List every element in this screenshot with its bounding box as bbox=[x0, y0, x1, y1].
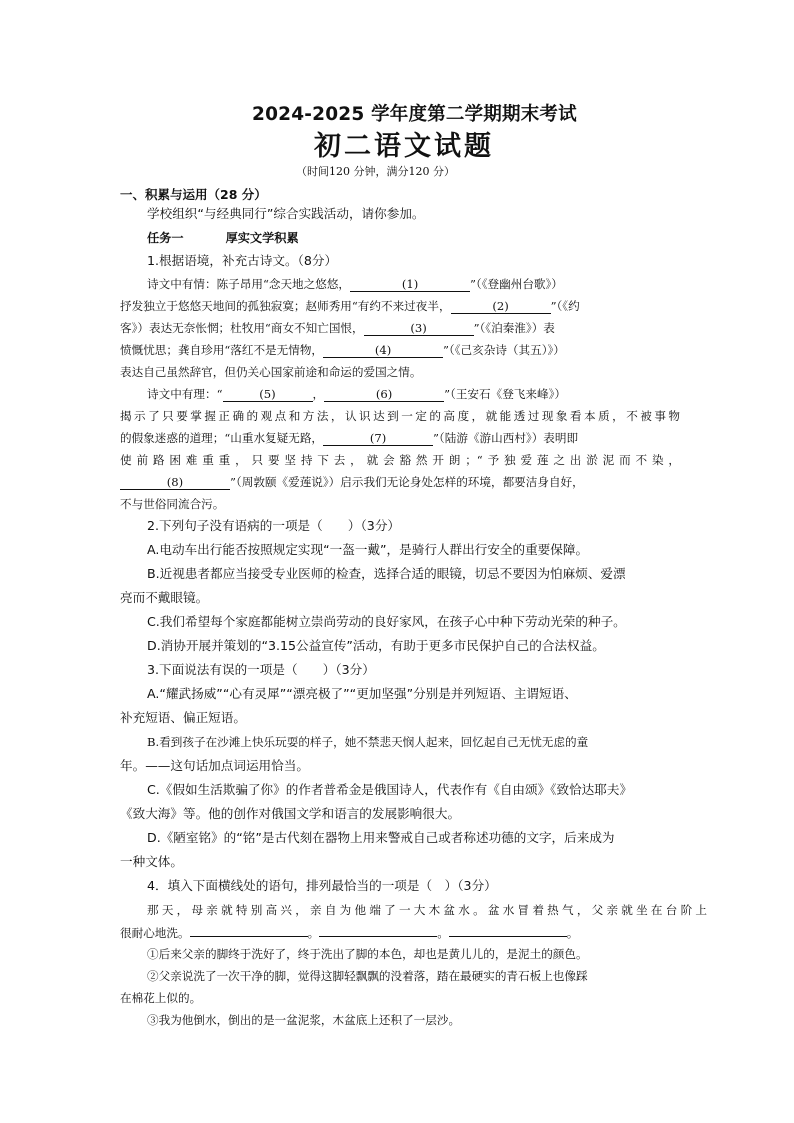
q2-option-b-cont: 亮而不戴眼镜。 bbox=[120, 590, 209, 605]
q2-stem: 2.下列句子没有语病的一项是（ ）（3分） bbox=[147, 518, 401, 533]
q4-sentence-2-cont: 在棉花上似的。 bbox=[120, 991, 202, 1005]
q3-option-a-cont: 补充短语、偏正短语。 bbox=[120, 710, 246, 725]
task-name: 厚实文学积累 bbox=[225, 231, 299, 245]
q3-option-d[interactable]: D.《陋室铭》的“铭”是古代刻在器物上用来警戒自己或者称述功德的文字，后来成为 bbox=[147, 830, 615, 845]
q4-passage-2 bbox=[120, 924, 680, 941]
q1-text: 诗文中有理：“ bbox=[147, 387, 223, 401]
exam-title-year: 2024-2025 学年度第二学期期末考试 bbox=[252, 104, 577, 125]
q1-blank-1[interactable]: (1) bbox=[350, 277, 470, 292]
q1-line-1 bbox=[120, 276, 707, 292]
q4-period: 。 bbox=[566, 926, 579, 940]
q1-blank-8[interactable]: (8) bbox=[120, 475, 230, 490]
q1-text: 客》）表达无奈怅惘；杜牧用“商女不知亡国恨， bbox=[120, 321, 364, 335]
q1-text: 的假象迷惑的道理；“山重水复疑无路， bbox=[120, 431, 324, 445]
q2-option-c[interactable]: C.我们希望每个家庭都能树立崇尚劳动的良好家风，在孩子心中种下劳动光荣的种子。 bbox=[147, 614, 626, 629]
q1-text: 愤慨忧思；龚自珍用“落红不是无情物， bbox=[120, 343, 324, 357]
q1-stem: 1.根据语境，补充古诗文。（8分） bbox=[147, 253, 338, 268]
q2-option-a[interactable]: A.电动车出行能否按照规定实现“一盔一戴”，是骑行人群出行安全的重要保障。 bbox=[147, 542, 589, 557]
q1-blank-5[interactable]: (5) bbox=[223, 387, 313, 402]
q1-line-5: 表达自己虽然辞官，但仍关心国家前途和命运的爱国之情。 bbox=[120, 365, 422, 379]
q3-option-b[interactable]: B.看到孩子在沙滩上快乐玩耍的样子，她不禁悲天悯人起来，回忆起自己无忧无虑的童 bbox=[147, 735, 589, 749]
q1-line-3 bbox=[120, 320, 680, 336]
q1-blank-4[interactable]: (4) bbox=[323, 343, 443, 358]
q1-line-6 bbox=[120, 386, 707, 402]
q1-text: ”（《己亥杂诗（其五）》） bbox=[443, 343, 565, 357]
q4-blank-3[interactable] bbox=[449, 924, 567, 937]
q4-sentence-3: ③我为他倒水，倒出的是一盆泥浆，木盆底上还积了一层沙。 bbox=[147, 1013, 461, 1027]
q1-text: ”（周敦颐《爱莲说》）启示我们无论身处怎样的环境，都要洁身自好， bbox=[230, 475, 584, 489]
q4-text: 很耐心地洗。 bbox=[120, 926, 190, 940]
task-heading bbox=[120, 230, 707, 246]
q3-option-a[interactable]: A.“耀武扬威”“心有灵犀”“漂亮极了”“更加坚强”分别是并列短语、主谓短语、 bbox=[147, 686, 577, 701]
q1-line-11: 不与世俗同流合污。 bbox=[120, 497, 225, 511]
q1-text: ， bbox=[312, 387, 325, 401]
q1-text: 诗文中有情：陈子昂用“念天地之悠悠， bbox=[147, 277, 351, 291]
q3-option-c-cont: 《致大海》等。他的创作对俄国文学和语言的发展影响很大。 bbox=[120, 806, 461, 821]
q1-text: ”（《约 bbox=[550, 299, 580, 313]
q1-line-2 bbox=[120, 298, 680, 314]
q4-sentence-1: ①后来父亲的脚终于洗好了，终于洗出了脚的本色，却也是黄儿儿的，是泥土的颜色。 bbox=[147, 947, 588, 961]
q1-blank-2[interactable]: (2) bbox=[451, 299, 551, 314]
q4-stem: 4．填入下面横线处的语句，排列最恰当的一项是（ ）（3分） bbox=[147, 878, 497, 893]
q1-text: ”（《登幽州台歌》） bbox=[470, 277, 563, 291]
q1-line-8 bbox=[120, 430, 680, 446]
q1-line-9: 使前路困难重重，只要坚持下去，就会豁然开朗；“予独爱莲之出淤泥而不染， bbox=[120, 453, 680, 467]
q1-blank-7[interactable]: (7) bbox=[323, 431, 433, 446]
q3-stem: 3.下面说法有误的一项是（ ）（3分） bbox=[147, 662, 375, 677]
q3-option-b-cont: 年。——这句话加点词运用恰当。 bbox=[120, 758, 309, 773]
q1-line-10 bbox=[120, 474, 680, 490]
section-heading: 一、积累与运用（28 分） bbox=[120, 187, 267, 202]
q2-option-d[interactable]: D.消协开展并策划的“3.15公益宣传”活动，有助于更多市民保护自己的合法权益。 bbox=[147, 638, 605, 653]
exam-time-score: （时间120 分钟，满分120 分） bbox=[296, 165, 455, 178]
q3-option-d-cont: 一种文体。 bbox=[120, 854, 183, 869]
task-number: 任务一 bbox=[147, 231, 184, 245]
q4-sentence-2: ②父亲说洗了一次干净的脚，觉得这脚轻飘飘的没着落，踏在最硬实的青石板上也像踩 bbox=[147, 969, 588, 983]
q1-line-4 bbox=[120, 342, 680, 358]
q1-blank-6[interactable]: (6) bbox=[324, 387, 444, 402]
q4-passage-1: 那天，母亲就特别高兴，亲自为他端了一大木盆水。盆水冒着热气，父亲就坐在台阶上 bbox=[147, 903, 707, 917]
q2-option-b[interactable]: B.近视患者都应当接受专业医师的检查，选择合适的眼镜，切忌不要因为怕麻烦、爱漂 bbox=[147, 566, 626, 581]
q1-text: ”（陆游《游山西村》）表明即 bbox=[433, 431, 579, 445]
exam-title-subject: 初二语文试题 bbox=[314, 131, 494, 162]
q1-line-7: 揭示了只要掌握正确的观点和方法，认识达到一定的高度，就能透过现象看本质，不被事物 bbox=[120, 409, 680, 423]
q4-period: 。 bbox=[307, 926, 320, 940]
q1-text: ”（王安石《登飞来峰》） bbox=[444, 387, 566, 401]
q1-blank-3[interactable]: (3) bbox=[364, 321, 474, 336]
q1-text: ”（《泊秦淮》）表 bbox=[473, 321, 555, 335]
section-intro: 学校组织“与经典同行”综合实践活动，请你参加。 bbox=[147, 206, 425, 221]
q4-period: 。 bbox=[437, 926, 449, 940]
q4-blank-2[interactable] bbox=[319, 924, 437, 937]
q1-text: 抒发独立于悠悠天地间的孤独寂寞；赵师秀用“有约不来过夜半， bbox=[120, 299, 451, 313]
q4-blank-1[interactable] bbox=[190, 924, 308, 937]
q3-option-c[interactable]: C.《假如生活欺骗了你》的作者普希金是俄国诗人，代表作有《自由颂》《致恰达耶夫》 bbox=[147, 782, 633, 797]
